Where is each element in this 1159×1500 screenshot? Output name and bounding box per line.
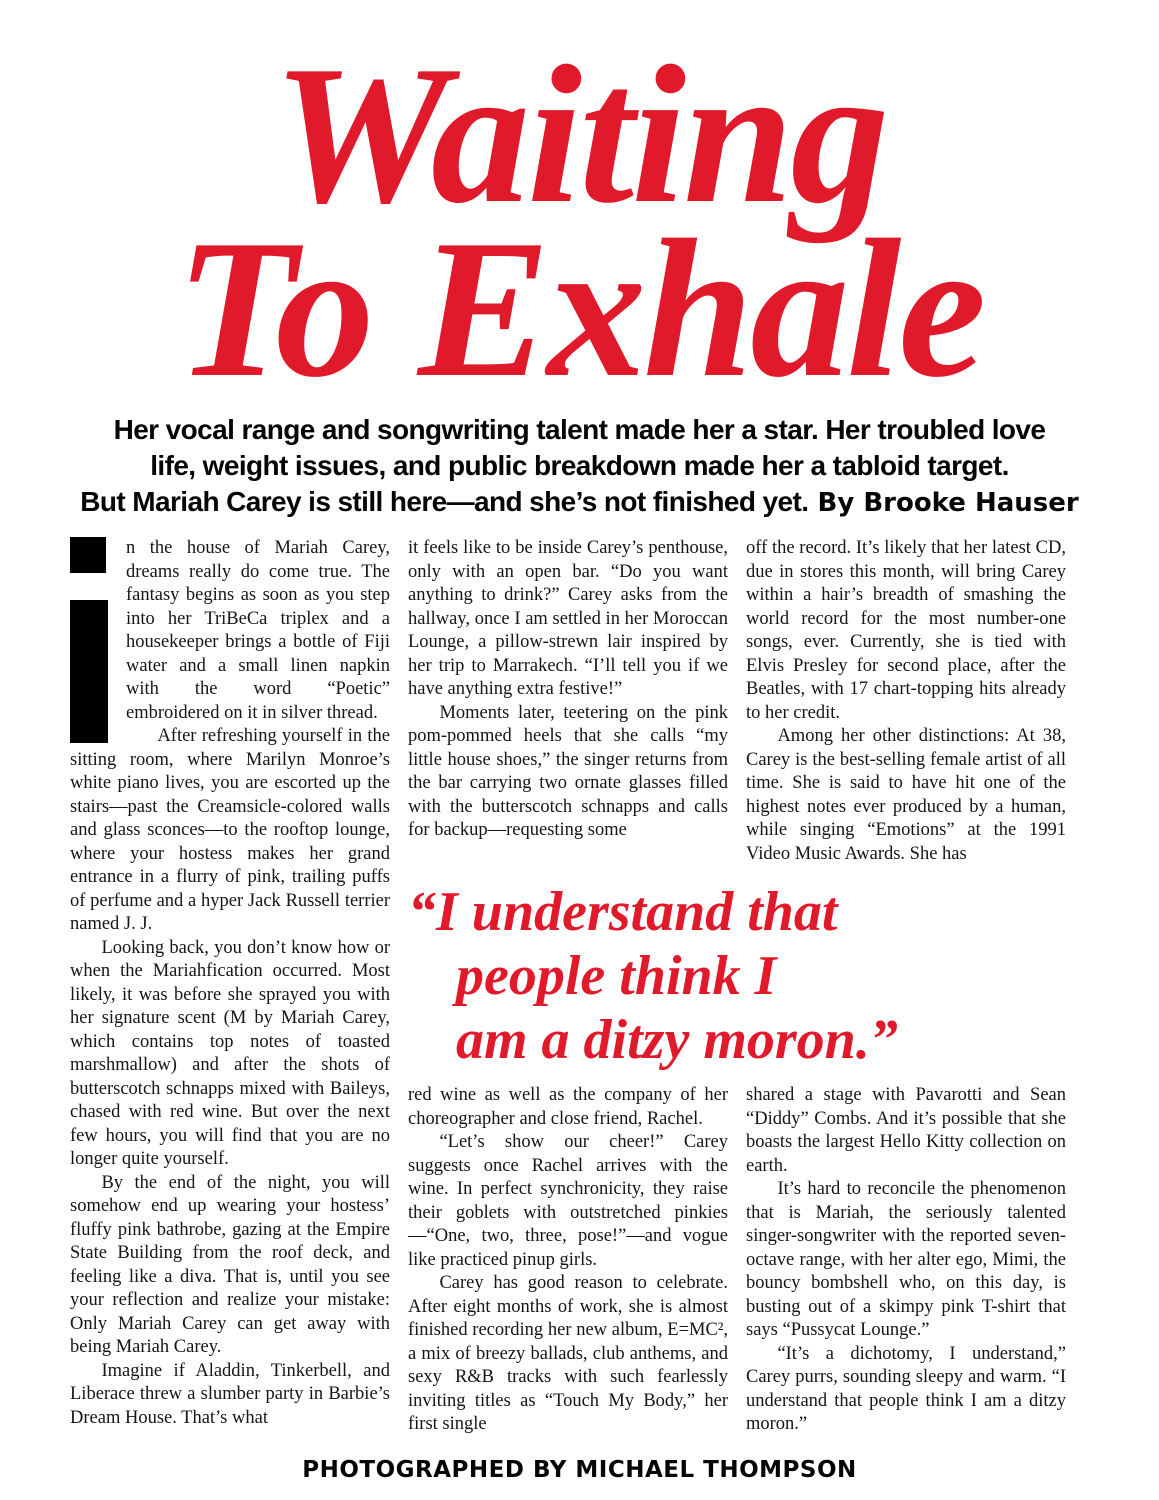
body-column-1 — [70, 537, 390, 1437]
pull-quote-line-3: am a ditzy moron.” — [456, 1009, 898, 1072]
pull-quote — [408, 880, 1066, 1072]
deck-line-2: life, weight issues, and public breakdown made her a tabloid target. — [150, 450, 1009, 482]
paragraph: Looking back, you don’t know how or when the Mariahfication occurred. Most likely, it was before she sprayed you with her signature scent (M by Mariah Carey, which contains top notes of toasted marshmallow) and after the shots of butterscotch schnapps mixed with Baileys, chased with red wine. But over the next few hours, you will find that you are no longer quite yourself. — [70, 937, 390, 1170]
body-column-2-bottom — [408, 1084, 728, 1437]
paragraph-text: n the house of Mariah Carey, dreams really do come true. The fantasy begins as soon as you step into her TriBeCa triplex and a housekeeper brings a bottle of Fiji water and a small linen napkin with the word “Poetic” embroidered on it in silver thread. — [126, 538, 390, 723]
paragraph: Imagine if Aladdin, Tinkerbell, and Liberace threw a slumber party in Barbie’s Dream House. That’s what — [70, 1360, 390, 1428]
paragraph: “It’s a dichotomy, I understand,” Carey purrs, sounding sleepy and warm. “I understand that people think I am a ditzy moron.” — [746, 1343, 1066, 1435]
deck-line-3-text: But Mariah Carey is still here—and she’s not finished yet. — [80, 486, 809, 518]
body-column-2-top — [408, 537, 728, 866]
paragraph: “Let’s show our cheer!” Carey suggests once Rachel arrives with the wine. In perfect synchronicity, they raise their goblets with outstretched pinkies—“One, two, three, pose!”—and vogue like practiced pinup girls. — [408, 1132, 728, 1270]
byline: By Brooke Hauser — [817, 488, 1079, 519]
paragraph: it feels like to be inside Carey’s penthouse, only with an open bar. “Do you want anything to drink?” Carey asks from the hallway, once I am settled in her Moroccan Lounge, a pillow-strewn lair inspired by her trip to Marrakech. “I’ll tell you if we have anything extra festive!” — [408, 538, 728, 700]
pull-quote-block — [408, 866, 1066, 1084]
drop-cap — [70, 537, 118, 743]
paragraph: By the end of the night, you will somehow end up wearing your hostess’ fluffy pink bathrobe, gazing at the Empire State Building from the roof deck, and feeling like a diva. That is, until you see your reflection and realize your mistake: Only Mariah Carey can get away with being Mariah Carey. — [70, 1172, 390, 1358]
title-line-1: Waiting — [272, 25, 887, 244]
photo-credit: PHOTOGRAPHED BY MICHAEL THOMPSON — [302, 1456, 857, 1483]
article-title — [0, 0, 1159, 419]
paragraph: shared a stage with Pavarotti and Sean “Diddy” Combs. And it’s possible that she boasts the largest Hello Kitty collection on earth. — [746, 1085, 1066, 1176]
paragraph: red wine as well as the company of her choreographer and close friend, Rachel. — [408, 1085, 728, 1129]
deck-line-3 — [0, 484, 1159, 521]
article-body — [0, 537, 1159, 1437]
paragraph: off the record. It’s likely that her latest CD, due in stores this month, will bring Carey within a hair’s breadth of smashing the world record for the most number-one songs, ever. Currently, she is tied with Elvis Presley for second place, after the Beatles, with 17 chart-topping hits already to her credit. — [746, 538, 1066, 723]
pull-quote-line-1: “I understand that — [408, 881, 838, 944]
paragraph: It’s hard to reconcile the phenomenon that is Mariah, the seriously talented singer-songwriter with the reported seven-octave range, with her alter ego, Mimi, the bouncy bombshell who, on this day, is busting out of a skimpy pink T-shirt that says “Pussycat Lounge.” — [746, 1179, 1066, 1341]
deck-line-1: Her vocal range and songwriting talent made her a star. Her troubled love — [113, 414, 1046, 446]
body-column-3-top — [746, 537, 1066, 866]
paragraph: Carey has good reason to celebrate. After eight months of work, she is almost finished recording her new album, E=MC², a mix of breezy ballads, club anthems, and sexy R&B tracks with such fearlessly inviting titles as “Touch My Body,” her first single — [408, 1273, 728, 1435]
paragraph: After refreshing yourself in the sitting room, where Marilyn Monroe’s white piano lives, you are escorted up the stairs—past the Creamsicle-colored walls and glass sconces—to the rooftop lounge, where your hostess makes her grand entrance in a flurry of pink, trailing puffs of perfume and a hyper Jack Russell terrier named J. J. — [70, 726, 390, 935]
title-line-2: To Exhale — [175, 199, 984, 419]
pull-quote-line-2: people think I — [456, 945, 777, 1008]
body-column-3-bottom — [746, 1084, 1066, 1437]
paragraph: Moments later, teetering on the pink pom-pommed heels that she calls “my little house shoes,” the singer returns from the bar carrying two ornate glasses filled with the butterscotch schnapps and calls for backup—requesting some — [408, 702, 728, 841]
paragraph: Among her other distinctions: At 38, Carey is the best-selling female artist of all time. She is said to have hit one of the highest notes ever produced by a human, while singing “Emotions” at the 1991 Video Music Awards. She has — [746, 726, 1066, 864]
article-deck — [0, 412, 1159, 521]
paragraph — [70, 537, 390, 725]
